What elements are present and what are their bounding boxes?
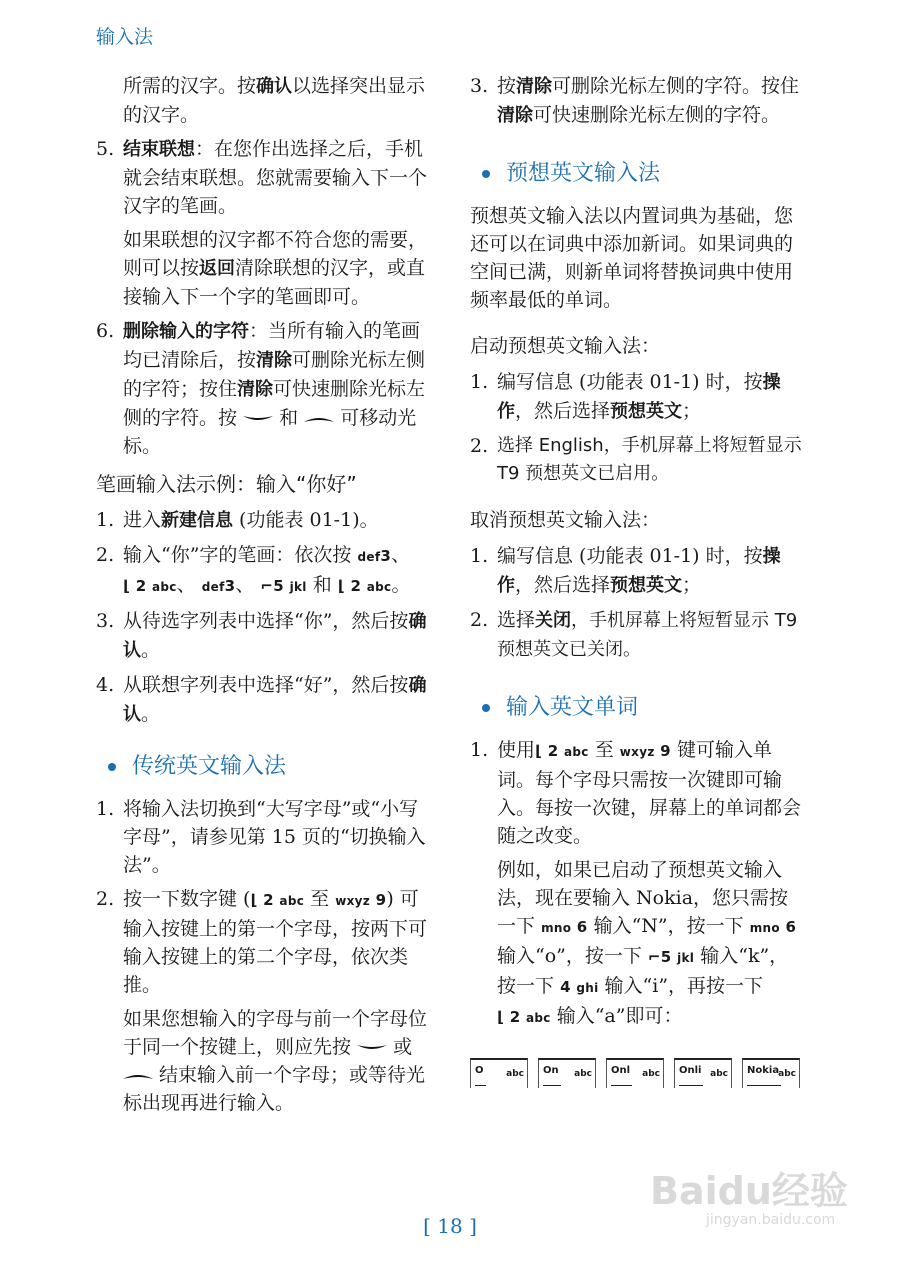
list-item: 3. 从待选字列表中选择“你”，然后按确认。 bbox=[96, 610, 427, 661]
list-item: 1. 将输入法切换到“大写字母”或“小写字母”，请参见第 15 页的“切换输入法”。 bbox=[96, 798, 426, 876]
running-header: 输入法 bbox=[96, 26, 154, 48]
list-item: 2. 选择关闭，手机屏幕上将短暂显示 T9 预想英文已关闭。 bbox=[470, 609, 798, 660]
list-item: 2. 输入“你”字的笔画：依次按 def3、 ⌊ 2 abc、 def3、 ⌐5 jkl 和 ⌊ 2 abc。 bbox=[96, 544, 411, 596]
list-item: 1. 编写信息 (功能表 01-1) 时，按操作，然后选择预想英文； bbox=[470, 545, 781, 596]
key-4-icon: 4 ghi bbox=[560, 978, 599, 996]
section-heading: 输入英文单词 bbox=[470, 694, 806, 722]
key-3-icon: def3 bbox=[357, 547, 392, 565]
phone-screen: abc On bbox=[538, 1058, 596, 1088]
list-item: 1. 使用⌊ 2 abc 至 wxyz 9 键可输入单词。每个字母只需按一次键即可输入。每按一次键，屏幕上的单词都会随之改变。 例如，如果已启动了预想英文输入法，现在要输入 Nokia，您只需按一下 mno 6 输入“N”，按一下 mno 6 输入“o”，按一下 ⌐5 jkl 输入“k”，按一下 4 ghi 输入“i”，再按一下 ⌊ 2 abc 输入“a”即可： bbox=[470, 739, 802, 1027]
watermark-logo: Baidu经验 bbox=[650, 1169, 848, 1213]
section-heading: 传统英文输入法 bbox=[96, 753, 428, 781]
subheading: 启动预想英文输入法： bbox=[470, 335, 661, 357]
bullet-icon bbox=[482, 170, 490, 178]
key-2-icon: ⌊ 2 abc bbox=[123, 577, 177, 595]
subheading: 取消预想英文输入法： bbox=[470, 509, 661, 531]
list-item: 6. 删除输入的字符：当所有输入的笔画均已清除后，按清除可删除光标左侧的字符；按住清除可快速删除光标左侧的字符。按 和 可移动光标。 bbox=[96, 320, 426, 457]
key-6-icon: mno 6 bbox=[749, 918, 797, 936]
key-3-icon: def3 bbox=[201, 577, 236, 595]
page-number: [ 18 ] bbox=[423, 1214, 477, 1238]
list-item: 2. 按一下数字键 (⌊ 2 abc 至 wxyz 9) 可输入按键上的第一个字母，按两下可输入按键上的第二个字母，依次类推。 如果您想输入的字母与前一个字母位于同一个按键上，则应先按 或 结束输入前一个字母；或等待光标出现再进行输入。 bbox=[96, 888, 428, 1114]
key-5-icon: ⌐5 jkl bbox=[260, 577, 307, 595]
key-2-icon: ⌊ 2 abc bbox=[497, 1008, 551, 1026]
list-item: 2. 选择 English，手机屏幕上将短暂显示 T9 预想英文已启用。 bbox=[470, 435, 802, 484]
phone-screen: abc Onli bbox=[674, 1058, 732, 1088]
key-6-icon: mno 6 bbox=[541, 918, 588, 936]
key-9-icon: wxyz 9 bbox=[335, 891, 387, 909]
key-9-icon: wxyz 9 bbox=[619, 742, 671, 760]
bullet-icon bbox=[108, 763, 116, 771]
intro-paragraph: 预想英文输入法以内置词典为基础，您还可以在词典中添加新词。如果词典的空间已满，则新单词将替换词典中使用频率最低的单词。 bbox=[470, 205, 794, 311]
scroll-down-key-icon bbox=[243, 414, 273, 424]
list-item: 1. 编写信息 (功能表 01-1) 时，按操作，然后选择预想英文； bbox=[470, 371, 781, 422]
key-2-icon: ⌊ 2 abc bbox=[250, 891, 305, 909]
continued-paragraph: 所需的汉字。按确认以选择突出显示的汉字。 bbox=[123, 75, 426, 126]
phone-screen: abc Onl bbox=[606, 1058, 664, 1088]
list-item: 5. 结束联想：在您作出选择之后，手机就会结束联想。您就需要输入下一个汉字的笔画。 如果联想的汉字都不符合您的需要，则可以按返回清除联想的汉字，或直接输入下一个字的笔画即可。 bbox=[96, 138, 428, 308]
watermark-url: jingyan.baidu.com bbox=[706, 1212, 836, 1228]
list-item: 4. 从联想字列表中选择“好”，然后按确认。 bbox=[96, 674, 427, 725]
key-2-icon: ⌊ 2 abc bbox=[337, 577, 392, 595]
list-item: 1. 进入新建信息 (功能表 01-1)。 bbox=[96, 509, 379, 531]
left-column bbox=[96, 72, 428, 1117]
phone-screen: abc Nokia bbox=[742, 1058, 800, 1088]
bullet-icon bbox=[482, 704, 490, 712]
scroll-up-key-icon bbox=[304, 414, 334, 424]
key-2-icon: ⌊ 2 abc bbox=[535, 742, 589, 760]
key-5-icon: ⌐5 jkl bbox=[647, 948, 695, 966]
section-heading: 预想英文输入法 bbox=[470, 160, 806, 188]
phone-screen: abc O bbox=[470, 1058, 528, 1088]
scroll-down-key-icon bbox=[357, 1043, 387, 1053]
example-title: 笔画输入法示例：输入“你好” bbox=[96, 472, 357, 496]
scroll-up-key-icon bbox=[123, 1071, 153, 1081]
screen-sequence bbox=[470, 1058, 800, 1088]
right-column bbox=[470, 72, 806, 1088]
list-item: 3. 按清除可删除光标左侧的字符。按住清除可快速删除光标左侧的字符。 bbox=[470, 75, 800, 126]
